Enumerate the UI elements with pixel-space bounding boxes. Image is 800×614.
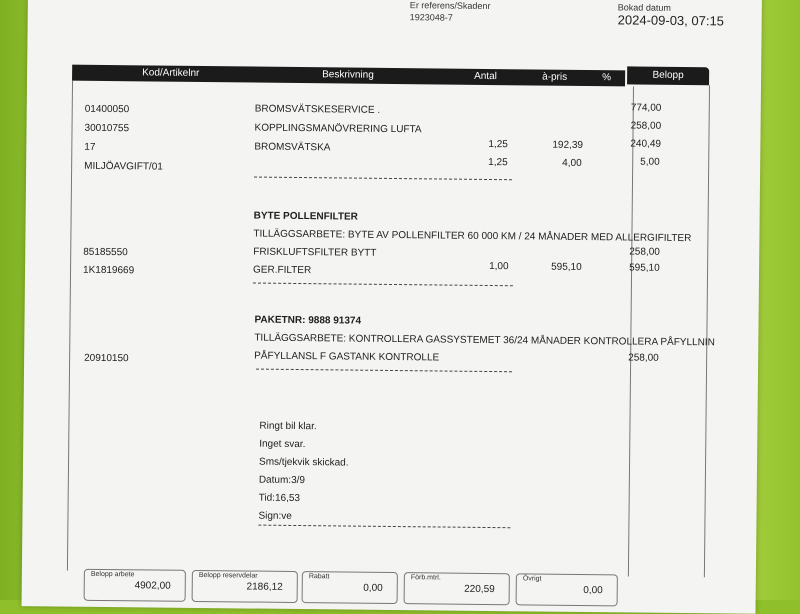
section-heading: PAKETNR: 9888 91374 — [254, 314, 362, 327]
line-description: PÅFYLLANSL F GASTANK KONTROLLE — [254, 350, 440, 364]
section-note: TILLÄGGSARBETE: BYTE AV POLLENFILTER 60 000 KM / 24 MÅNADER MED ALLERGIFILTER — [253, 228, 692, 245]
reference-value: 1923048-7 — [409, 12, 453, 23]
parts-amount-cell: Belopp reservdelar 2186,12 — [192, 570, 298, 603]
line-amount: 258,00 — [628, 352, 659, 364]
parts-amount: 2186,12 — [246, 581, 283, 593]
line-amount: 595,10 — [629, 262, 660, 274]
column-amount: Belopp — [627, 66, 709, 85]
line-amount: 258,00 — [630, 120, 662, 132]
line-unit-price: 595,10 — [551, 261, 582, 273]
line-amount: 240,49 — [630, 138, 662, 150]
note-line: Inget svar. — [259, 438, 306, 451]
column-code: Kod/Artikelnr — [142, 67, 200, 79]
line-description: FRISKLUFTSFILTER BYTT — [253, 246, 377, 259]
reference-label: Er referens/Skadenr — [409, 0, 491, 11]
note-line: Datum:3/9 — [258, 474, 306, 487]
line-code: MILJÖAVGIFT/01 — [84, 160, 163, 173]
line-code: 01400050 — [84, 103, 130, 116]
line-code: 1K1819669 — [82, 264, 135, 277]
line-code: 17 — [84, 141, 96, 153]
line-description: BROMSVÄTSKA — [254, 141, 331, 154]
column-percent: % — [602, 72, 612, 84]
materials-cell: Förb.mtrl. 220,59 — [404, 572, 510, 605]
labor-amount-cell: Belopp arbete 4902,00 — [84, 569, 186, 602]
line-amount: 258,00 — [629, 246, 660, 258]
line-unit-price: 192,39 — [552, 139, 584, 151]
invoice-paper — [22, 0, 762, 614]
labor-amount: 4902,00 — [134, 580, 171, 592]
section-note: TILLÄGGSARBETE: KONTROLLERA GASSYSTEMET 36/24 MÅNADER KONTROLLERA PÅFYLLNIN — [254, 332, 715, 349]
line-description: BROMSVÄTSKESERVICE . — [254, 103, 381, 116]
column-description: Beskrivning — [322, 69, 374, 81]
note-line: Tid:16,53 — [258, 492, 301, 505]
line-code: 30010755 — [84, 122, 130, 135]
line-items-area — [67, 81, 634, 577]
line-amount: 5,00 — [640, 156, 660, 168]
column-qty: Antal — [474, 70, 497, 83]
note-line: Ringt bil klar. — [259, 420, 317, 433]
line-code: 20910150 — [84, 352, 129, 365]
line-qty: 1,25 — [488, 138, 508, 151]
materials-amount: 220,59 — [464, 583, 495, 596]
line-code: 85185550 — [83, 246, 128, 259]
booked-date-label: Bokad datum — [617, 2, 671, 13]
section-heading: BYTE POLLENFILTER — [253, 210, 358, 223]
line-qty: 1,00 — [489, 261, 509, 273]
line-qty: 1,25 — [488, 156, 508, 169]
other-cell: Övrigt 0,00 — [516, 573, 618, 606]
line-description: GER.FILTER — [253, 264, 312, 277]
note-line: Sign:ve — [258, 510, 292, 522]
note-line: Sms/tjekvik skickad. — [258, 456, 349, 469]
line-unit-price: 4,00 — [562, 157, 582, 169]
line-description: KOPPLINGSMANÖVRERING LUFTA — [254, 122, 422, 136]
booked-date-value: 2024-09-03, 07:15 — [617, 12, 725, 29]
line-amount: 774,00 — [630, 102, 662, 114]
other-amount: 0,00 — [583, 585, 603, 597]
discount-amount: 0,00 — [363, 582, 383, 594]
column-unit-price: à-pris — [542, 71, 568, 83]
discount-cell: Rabatt 0,00 — [302, 571, 398, 604]
